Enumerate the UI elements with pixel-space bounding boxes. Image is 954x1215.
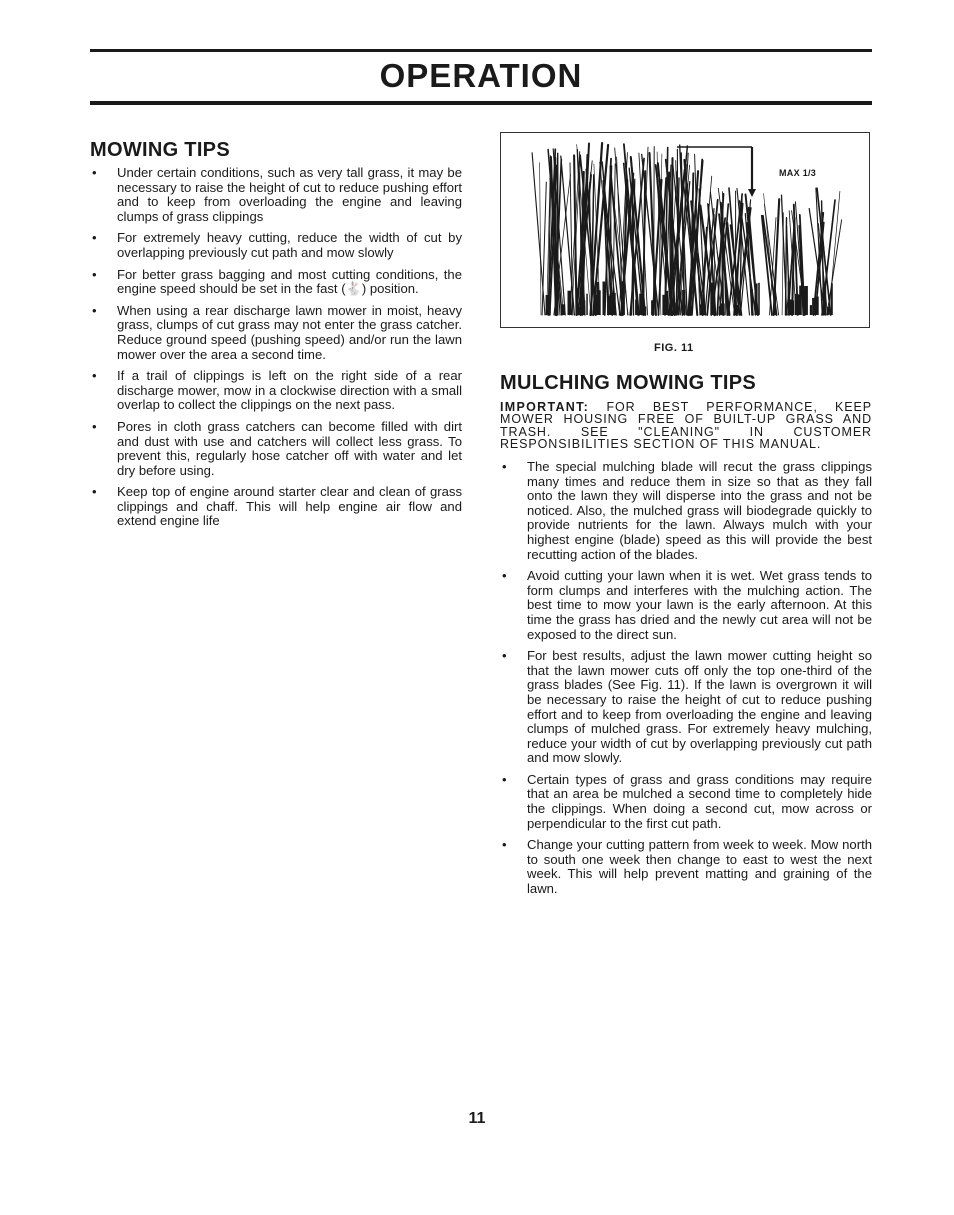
grass-base-shadow — [662, 295, 666, 315]
grass-base-shadow — [751, 290, 753, 316]
grass-base-shadow — [576, 288, 579, 315]
bullet: • — [502, 459, 507, 474]
mulching-tip-text: Certain types of grass and grass conditions may require that an area be mulched a second time to completely hide the clippings. When doing a second cut, mow across or perpendicular to the first cut path. — [527, 771, 872, 831]
bullet: • — [502, 837, 507, 853]
grass-base-shadow — [644, 307, 646, 316]
grass-base-shadow — [755, 283, 758, 315]
grass-base-shadow — [788, 282, 790, 315]
bullet: • — [92, 302, 97, 318]
arrow-head-icon — [748, 189, 756, 197]
mulching-tips-heading: MULCHING MOWING TIPS — [500, 372, 756, 394]
mowing-tips-heading: MOWING TIPS — [90, 139, 230, 161]
mowing-tip-text: For better grass bagging and most cutting conditions, the engine speed should be set in the fast (🐇) position. — [117, 266, 462, 297]
bullet: • — [92, 418, 97, 434]
grass-base-shadow — [561, 304, 565, 315]
mowing-tip-text: Pores in cloth grass catchers can become filled with dirt and dust with use and catchers will collect less grass. To prevent this, regularly hose catcher off with water and let dry before using. — [117, 418, 462, 478]
list-item — [500, 773, 872, 831]
grass-base-shadow — [736, 305, 738, 315]
grass-base-shadow — [586, 294, 588, 315]
grass-base-shadow — [721, 303, 725, 315]
list-item — [90, 304, 462, 362]
list-item — [500, 569, 872, 642]
grass-base-shadow — [651, 300, 654, 315]
grass-base-shadow — [622, 281, 625, 315]
grass-base-shadow — [758, 283, 760, 315]
grass-base-shadow — [712, 287, 715, 315]
list-item — [90, 268, 462, 297]
grass-base-shadow — [597, 282, 599, 315]
page-number: 11 — [468, 1110, 486, 1127]
grass-base-shadow — [609, 294, 614, 315]
mowing-tip-text: Under certain conditions, such as very tall grass, it may be necessary to raise the height of cut to reduce pushing effort and to keep from overloading the engine and leaving clumps of grass clippings — [117, 165, 462, 224]
bullet: • — [92, 484, 97, 500]
grass-base-shadow — [803, 306, 807, 315]
grass-base-shadow — [815, 297, 819, 316]
grass-base-shadow — [555, 287, 558, 315]
bullet: • — [92, 266, 97, 282]
bullet: • — [502, 771, 507, 787]
mowing-tip-text: When using a rear discharge lawn mower in moist, heavy grass, clumps of cut grass may not enter the grass catcher. Reduce ground speed (pushing speed) and/or run the lawn mower over the area a second time. — [117, 302, 462, 362]
mowing-tip-text: Keep top of engine around starter clear and clean of grass clippings and chaff. This will help engine air flow and extend engine life — [117, 484, 462, 529]
figure-caption: FIG. 11 — [654, 342, 694, 354]
mowing-tip-text: For extremely heavy cutting, reduce the width of cut by overlapping previously cut path and mow slowly — [117, 230, 462, 260]
grass-base-shadow — [810, 305, 812, 315]
grass-base-shadow — [831, 283, 833, 315]
bullet: • — [92, 368, 97, 384]
grass-base-shadow — [582, 300, 586, 315]
list-item — [90, 420, 462, 478]
bullet: • — [92, 230, 97, 246]
title-rule — [90, 101, 872, 105]
bullet: • — [502, 648, 507, 664]
grass-base-shadow — [642, 289, 644, 315]
bullet: • — [502, 568, 507, 584]
grass-base-shadow — [546, 295, 550, 315]
grass-base-shadow — [673, 303, 676, 316]
important-text: FOR BEST PERFORMANCE, KEEP MOWER HOUSING FREE OF BUILT-UP GRASS AND TRASH. SEE "CLEANING" IN CUSTOMER RESPONSIBILITIES SECTION OF THIS MANUAL. — [500, 400, 872, 452]
grass-base-shadow — [823, 284, 826, 315]
grass-base-shadow — [774, 295, 776, 315]
grass-base-shadow — [682, 290, 685, 315]
figure-11-grass-illustration — [500, 132, 870, 328]
grass-base-shadow — [568, 291, 572, 315]
list-item — [90, 485, 462, 529]
list-item — [500, 838, 872, 896]
important-notice — [500, 401, 872, 451]
list-item — [500, 460, 872, 562]
grass-base-shadow — [635, 300, 638, 316]
tall-grass-illustration-icon — [501, 133, 869, 327]
grass-base-shadow — [791, 300, 794, 315]
list-item — [90, 369, 462, 413]
grass-base-shadow — [812, 298, 815, 315]
mulching-tip-text: Avoid cutting your lawn when it is wet. Wet grass tends to form clumps and interferes with the mulching action. The best time to mow your lawn is the early afternoon. At this time the grass has dried and the newly cut area will not be exposed to the direct sun. — [527, 568, 872, 642]
page-title: OPERATION — [379, 57, 583, 94]
grass-base-shadow — [603, 282, 606, 316]
mowing-tips-list — [90, 166, 462, 536]
top-rule — [90, 49, 872, 52]
grass-blade — [540, 163, 541, 316]
important-label: IMPORTANT: — [500, 400, 590, 414]
mowing-tip-text: If a trail of clippings is left on the right side of a rear discharge mower, mow in a clockwise direction with a small overlap to collect the clippings on the next pass. — [117, 368, 462, 413]
grass-base-shadow — [701, 301, 703, 316]
grass-base-shadow — [797, 295, 801, 315]
list-item — [90, 166, 462, 224]
list-item — [90, 231, 462, 260]
mulching-tip-text: The special mulching blade will recut the grass clippings many times and reduce them in size so that as they fall onto the lawn they will disperse into the grass and not be noticed. Also, the mulched grass will biodegrade quickly to provide nutrients for the lawn. Always mulch with your highest engine (blade) speed as this will provide the best recutting action of the blades. — [527, 459, 872, 562]
max-one-third-label: MAX 1/3 — [779, 168, 817, 178]
bullet: • — [92, 165, 97, 180]
mulching-tip-text: Change your cutting pattern from week to week. Mow north to south one week then change to east to west the next week. This will help prevent matting and graining of the lawn. — [527, 837, 872, 897]
grass-base-shadow — [827, 307, 830, 315]
mulching-tip-text: For best results, adjust the lawn mower cutting height so that the lawn mower cuts off only the top one-third of the grass blades (See Fig. 11). If the lawn is overgrown it will be necessary to raise the height of cut to reduce pushing effort and to keep from overloading the engine and leaving clumps of mulched grass. For extremely heavy mulching, reduce your width of cut by overlapping previously cut path and mow slowly. — [527, 648, 872, 766]
list-item — [500, 649, 872, 766]
mulching-tips-list — [500, 460, 872, 904]
